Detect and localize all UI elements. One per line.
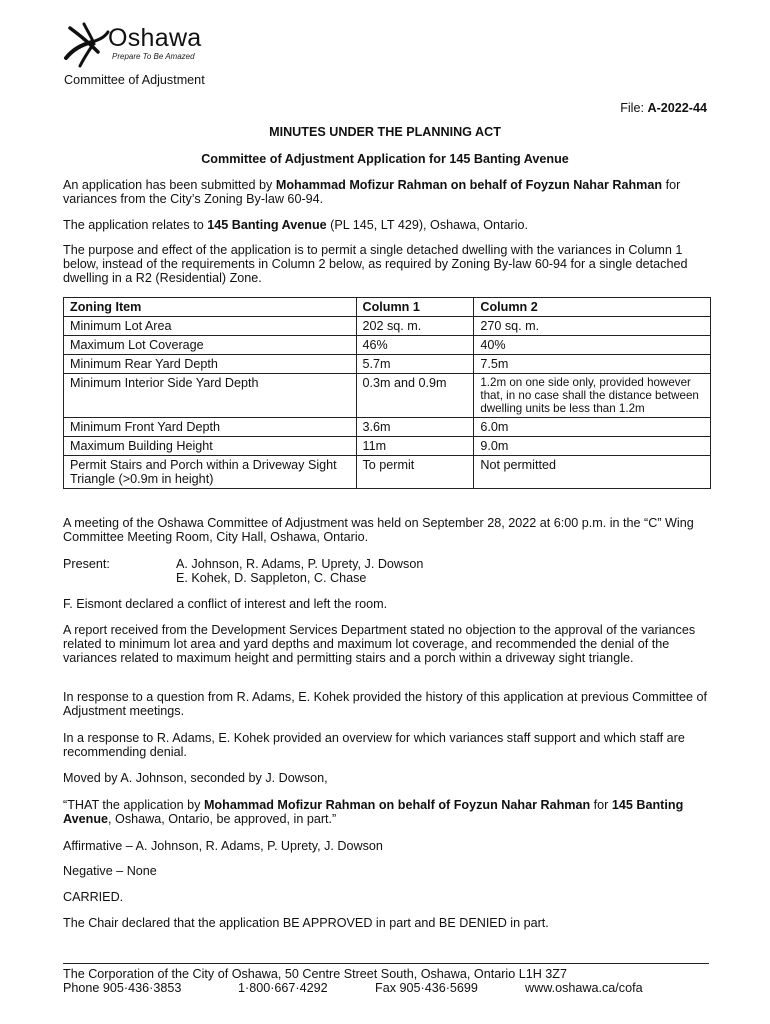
- table-row: [64, 418, 711, 437]
- overview-paragraph: In a response to R. Adams, E. Kohek provided an overview for which variances staff support and which staff are recommending denial.: [63, 731, 685, 759]
- footer: [63, 967, 713, 995]
- table-cell: Maximum Lot Coverage: [64, 336, 357, 355]
- document-subtitle: Committee of Adjustment Application for 145 Banting Avenue: [201, 152, 569, 166]
- table-cell: 0.3m and 0.9m: [356, 374, 474, 418]
- intro-text: for variances from the City’s Zoning By-law 60-94.: [63, 178, 681, 206]
- intro-paragraph-3: The purpose and effect of the application is to permit a single detached dwelling with the variances in Column 1 below, instead of the requirements in Column 2 below, as required by Zoning By-law 60-94 for a single detached dwelling in a R2 (Residential) Zone.: [63, 243, 688, 285]
- table-cell: To permit: [356, 456, 474, 489]
- motion-paragraph: [63, 798, 713, 826]
- intro-text: An application has been submitted by: [63, 178, 276, 192]
- report-paragraph: A report received from the Development Services Department stated no objection to the approval of the variances related to minimum lot area and yard depths and maximum lot coverage, and recommended the denial of the variances related to maximum height and permitting stairs and a porch within a driveway sight triangle.: [63, 623, 696, 665]
- table-cell: 5.7m: [356, 355, 474, 374]
- applicant-name: Mohammad Mofizur Rahman on behalf of Foyzun Nahar Rahman: [275, 178, 663, 192]
- table-cell: Minimum Rear Yard Depth: [64, 355, 357, 374]
- file-label: File:: [620, 101, 648, 115]
- conflict-paragraph: F. Eismont declared a conflict of interest and left the room.: [63, 597, 388, 611]
- intro-paragraph-2: [63, 218, 713, 232]
- table-row: [64, 437, 711, 456]
- table-header-row: [64, 298, 711, 317]
- present-line: E. Kohek, D. Sappleton, C. Chase: [176, 571, 367, 585]
- table-cell: 1.2m on one side only, provided however that, in no case shall the distance between dwelling units be less than 1.2m: [474, 374, 711, 418]
- property-address: 145 Banting Avenue: [63, 798, 684, 826]
- property-address: 145 Banting Avenue: [207, 218, 327, 232]
- variance-table: [63, 297, 711, 489]
- footer-phone: Phone 905·436·3853: [63, 981, 182, 995]
- table-row: [64, 456, 711, 489]
- motion-text: for: [590, 798, 612, 812]
- present-names: [176, 557, 576, 585]
- table-header: Column 2: [474, 298, 711, 317]
- logo-wordmark: Oshawa: [108, 24, 202, 52]
- table-cell: Maximum Building Height: [64, 437, 357, 456]
- present-label: Present:: [63, 557, 110, 571]
- table-cell: 7.5m: [474, 355, 711, 374]
- table-cell: 270 sq. m.: [474, 317, 711, 336]
- table-cell: 46%: [356, 336, 474, 355]
- footer-tollfree: 1·800·667·4292: [238, 981, 328, 995]
- intro-text: (PL 145, LT 429), Oshawa, Ontario.: [326, 218, 529, 232]
- motion-text: “THAT the application by: [63, 798, 204, 812]
- present-line: A. Johnson, R. Adams, P. Uprety, J. Dowson: [176, 557, 424, 571]
- committee-label: Committee of Adjustment: [64, 73, 205, 87]
- table-row: [64, 374, 711, 418]
- table-header: Zoning Item: [64, 298, 357, 317]
- table-cell: 202 sq. m.: [356, 317, 474, 336]
- table-row: [64, 317, 711, 336]
- footer-fax: Fax 905·436·5699: [375, 981, 478, 995]
- table-cell: Not permitted: [474, 456, 711, 489]
- table-cell: Minimum Interior Side Yard Depth: [64, 374, 357, 418]
- table-header: Column 1: [356, 298, 474, 317]
- footer-address: The Corporation of the City of Oshawa, 50 Centre Street South, Oshawa, Ontario L1H 3Z7: [63, 967, 568, 981]
- intro-text: The application relates to: [63, 218, 208, 232]
- affirmative-vote: Affirmative – A. Johnson, R. Adams, P. Uprety, J. Dowson: [63, 839, 383, 853]
- file-number-line: [620, 101, 707, 115]
- meeting-paragraph: A meeting of the Oshawa Committee of Adjustment was held on September 28, 2022 at 6:00 p.m. in the “C” Wing Committee Meeting Room, City Hall, Oshawa, Ontario.: [63, 516, 694, 544]
- carried-status: CARRIED.: [63, 890, 124, 904]
- motion-text: , Oshawa, Ontario, be approved, in part.”: [108, 812, 337, 826]
- chair-declaration: The Chair declared that the application BE APPROVED in part and BE DENIED in part.: [63, 916, 549, 930]
- table-cell: Minimum Front Yard Depth: [64, 418, 357, 437]
- footer-website[interactable]: www.oshawa.ca/cofa: [525, 981, 643, 995]
- table-cell: Minimum Lot Area: [64, 317, 357, 336]
- table-cell: 6.0m: [474, 418, 711, 437]
- footer-contact: [63, 981, 713, 995]
- document-title: MINUTES UNDER THE PLANNING ACT: [269, 125, 501, 139]
- footer-divider: [63, 963, 709, 964]
- moved-paragraph: Moved by A. Johnson, seconded by J. Dowson,: [63, 771, 328, 785]
- history-paragraph: In response to a question from R. Adams, E. Kohek provided the history of this application at previous Committee of Adjustment meetings.: [63, 690, 708, 718]
- oshawa-star-icon: [62, 18, 112, 70]
- negative-vote: Negative – None: [63, 864, 157, 878]
- table-cell: 9.0m: [474, 437, 711, 456]
- table-row: [64, 336, 711, 355]
- table-cell: 11m: [356, 437, 474, 456]
- table-row: [64, 355, 711, 374]
- intro-paragraph-1: [63, 178, 713, 206]
- file-number: A-2022-44: [647, 101, 707, 115]
- logo-tagline: Prepare To Be Amazed: [112, 52, 195, 61]
- table-cell: 3.6m: [356, 418, 474, 437]
- applicant-name: Mohammad Mofizur Rahman on behalf of Foyzun Nahar Rahman: [203, 798, 591, 812]
- table-cell: Permit Stairs and Porch within a Driveway Sight Triangle (>0.9m in height): [64, 456, 357, 489]
- table-cell: 40%: [474, 336, 711, 355]
- oshawa-logo: [62, 18, 242, 70]
